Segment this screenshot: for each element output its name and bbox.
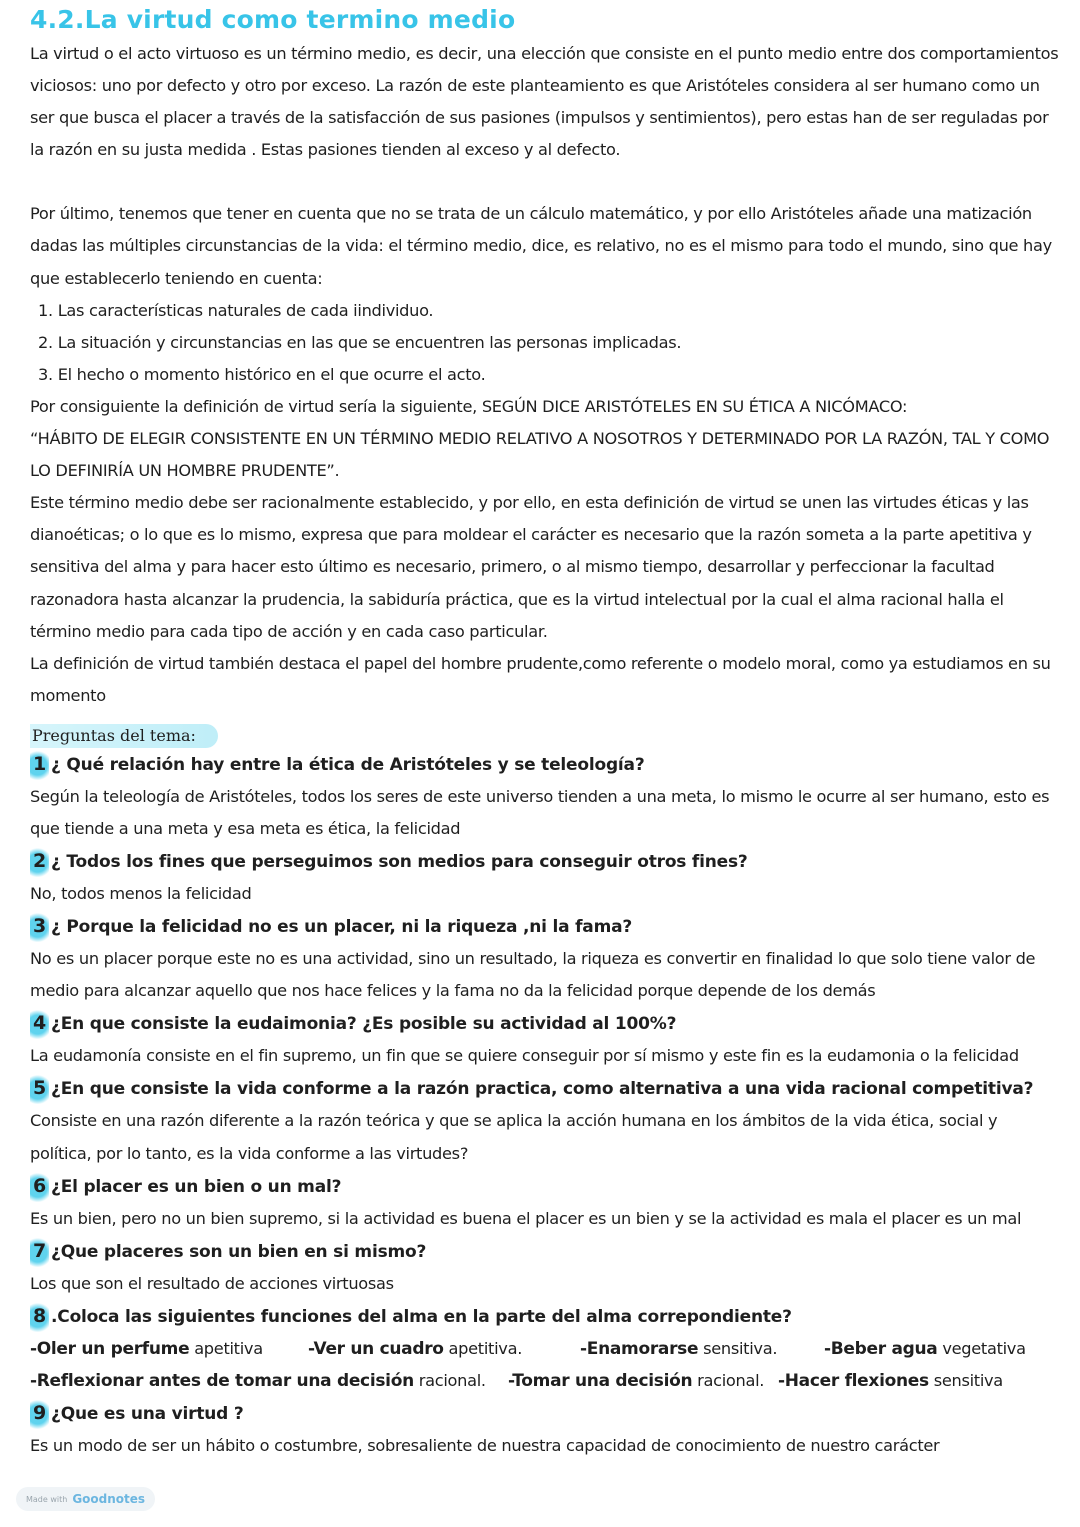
virtue-definition-quote: “HÁBITO DE ELEGIR CONSISTENTE EN UN TÉRMINO MEDIO RELATIVO A NOSOTROS Y DETERMINADO POR LA RAZÓN, TAL Y COMO LO DEFINIRÍA UN HOMBRE PRUDENTE”. bbox=[30, 429, 1050, 481]
answer: Según la teleología de Aristóteles, todos los seres de este universo tienden a una meta, lo mismo le ocurre al ser humano, esto es que tiende a una meta y esa meta es ética, la felicidad bbox=[30, 786, 1050, 838]
question-block bbox=[30, 910, 1060, 1007]
question-number: 1 bbox=[30, 748, 49, 780]
circumstances-list bbox=[30, 295, 1060, 391]
question-number: 3 bbox=[30, 910, 49, 942]
answer: No es un placer porque este no es una actividad, sino un resultado, la riqueza es convertir en finalidad lo que solo tiene valor de medio para alcanzar aquello que nos hace felices y la fama no da la felicidad porque depende de los demás bbox=[30, 949, 1036, 1001]
soul-function: -Tomar una decisión racional. bbox=[508, 1370, 765, 1391]
paragraph-5: Este término medio debe ser racionalmente establecido, y por ello, en esta definición de virtud se unen las virtudes éticas y las dianoéticas; o lo que es lo mismo, expresa que para moldear el carácter es necesario que la razón someta a la parte apetitiva y sensitiva del alma y para hacer esto último es necesario, primero, o al mismo tiempo, desarrollar y perfeccionar la facultad razonadora hasta alcanzar la prudencia, la sabiduría práctica, que es la virtud intelectual por la cual el alma racional halla el término medio para cada tipo de acción y en cada caso particular. bbox=[30, 493, 1032, 641]
answer: No, todos menos la felicidad bbox=[30, 884, 252, 904]
question-number: 4 bbox=[30, 1007, 49, 1039]
question-block-8 bbox=[30, 1300, 1060, 1397]
question-number: 9 bbox=[30, 1397, 49, 1429]
list-item: 3. El hecho o momento histórico en el que ocurre el acto. bbox=[38, 364, 486, 384]
paragraph-2: Por último, tenemos que tener en cuenta que no se trata de un cálculo matemático, y por ello Aristóteles añade una matización dadas las múltiples circunstancias de la vida: el término medio, dice, es relativo, no es el mismo para todo el mundo, sino que hay que establecerlo teniendo en cuenta: bbox=[30, 204, 1052, 288]
question-block-9 bbox=[30, 1397, 1060, 1462]
section-title: 4.2.La virtud como termino medio bbox=[30, 5, 516, 34]
question-number: 8 bbox=[30, 1300, 49, 1332]
document-page bbox=[30, 4, 1060, 1462]
question: 3 ¿ Porque la felicidad no es un placer, ni la riqueza ,ni la fama? bbox=[30, 910, 1060, 943]
soul-function: -Beber agua vegetativa bbox=[824, 1338, 1026, 1359]
question: 8 .Coloca las siguientes funciones del alma en la parte del alma correpondiente? bbox=[30, 1300, 1060, 1333]
question: 6 ¿El placer es un bien o un mal? bbox=[30, 1170, 1060, 1203]
soul-function: -Oler un perfume apetitiva bbox=[30, 1338, 263, 1359]
list-item: 1. Las características naturales de cada iindividuo. bbox=[38, 300, 434, 320]
answer: Consiste en una razón diferente a la razón teórica y que se aplica la acción humana en los ámbitos de la vida ética, social y política, por lo tanto, es la vida conforme a las virtudes? bbox=[30, 1111, 998, 1163]
answer: La eudamonía consiste en el fin supremo, un fin que se quiere conseguir por sí mismo y este fin es la eudamonia o la felicidad bbox=[30, 1046, 1019, 1066]
made-with-label: Made with bbox=[26, 1494, 68, 1504]
soul-function: -Enamorarse sensitiva. bbox=[580, 1338, 778, 1359]
paragraph-1: La virtud o el acto virtuoso es un término medio, es decir, una elección que consiste en el punto medio entre dos comportamientos viciosos: uno por defecto y otro por exceso. La razón de este planteamiento es que Aristóteles considera al ser humano como un ser que busca el placer a través de la satisfacción de sus pasiones (impulsos y sentimientos), pero estas han de ser reguladas por la razón en su justa medida . Estas pasiones tienden al exceso y al defecto. bbox=[30, 44, 1059, 160]
question-block bbox=[30, 748, 1060, 845]
soul-functions-row-2 bbox=[30, 1365, 1060, 1397]
question-block bbox=[30, 1007, 1060, 1072]
question-number: 2 bbox=[30, 845, 49, 877]
question: 9 ¿Que es una virtud ? bbox=[30, 1397, 1060, 1430]
soul-function: -Reflexionar antes de tomar una decisión racional. bbox=[30, 1370, 486, 1391]
soul-function: -Hacer flexiones sensitiva bbox=[778, 1370, 1003, 1391]
answer: Es un bien, pero no un bien supremo, si la actividad es buena el placer es un bien y se la actividad es mala el placer es un mal bbox=[30, 1208, 1022, 1228]
question: 5 ¿En que consiste la vida conforme a la razón practica, como alternativa a una vida racional competitiva? bbox=[30, 1072, 1060, 1105]
paragraph-3: Por consiguiente la definición de virtud sería la siguiente, SEGÚN DICE ARISTÓTELES EN SU ÉTICA A NICÓMACO: bbox=[30, 396, 908, 416]
goodnotes-badge bbox=[16, 1487, 155, 1511]
questions-header: Preguntas del tema: bbox=[30, 724, 218, 748]
question-block bbox=[30, 1072, 1060, 1169]
question: 1 ¿ Qué relación hay entre la ética de Aristóteles y se teleología? bbox=[30, 748, 1060, 781]
question: 7 ¿Que placeres son un bien en si mismo? bbox=[30, 1235, 1060, 1268]
answer: Los que son el resultado de acciones virtuosas bbox=[30, 1273, 394, 1293]
paragraph-6: La definición de virtud también destaca el papel del hombre prudente,como referente o modelo moral, como ya estudiamos en su momento bbox=[30, 653, 1051, 705]
answer: Es un modo de ser un hábito o costumbre, sobresaliente de nuestra capacidad de conocimiento de nuestro carácter bbox=[30, 1435, 940, 1455]
question-number: 7 bbox=[30, 1235, 49, 1267]
question-number: 5 bbox=[30, 1072, 49, 1104]
goodnotes-logo: Goodnotes bbox=[72, 1492, 146, 1506]
question-block bbox=[30, 1170, 1060, 1235]
question-number: 6 bbox=[30, 1170, 49, 1202]
soul-function: -Ver un cuadro apetitiva. bbox=[308, 1338, 523, 1359]
question: 2 ¿ Todos los fines que perseguimos son medios para conseguir otros fines? bbox=[30, 845, 1060, 878]
question-block bbox=[30, 1235, 1060, 1300]
list-item: 2. La situación y circunstancias en las que se encuentren las personas implicadas. bbox=[38, 332, 682, 352]
question: 4 ¿En que consiste la eudaimonia? ¿Es posible su actividad al 100%? bbox=[30, 1007, 1060, 1040]
soul-functions-row-1 bbox=[30, 1333, 1060, 1365]
question-block bbox=[30, 845, 1060, 910]
